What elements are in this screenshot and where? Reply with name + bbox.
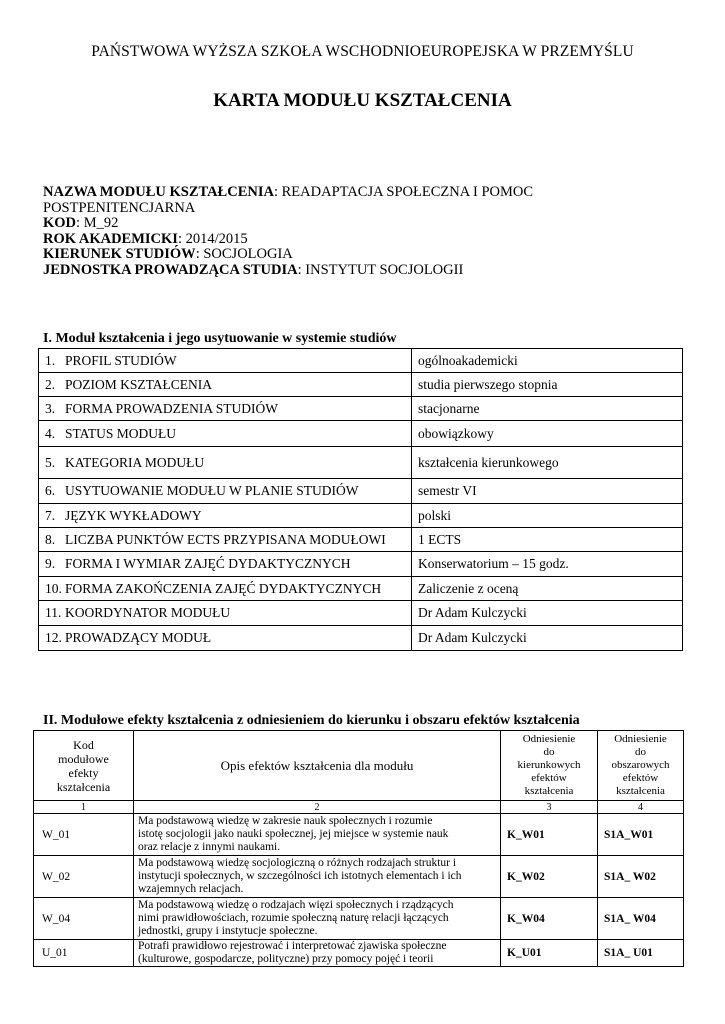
module-info-row [39,373,683,397]
module-info-row [39,479,683,504]
row-key-text: FORMA I WYMIAR ZAJĘĆ DYDAKTYCZNYCH [65,556,351,571]
row-key-text: PROWADZĄCY MODUŁ [65,630,212,645]
outcome-description-line: instytucji społecznych, w szczególności ich istotnych elementach i ich [138,870,462,882]
module-info-value: obowiązkowy [412,421,683,447]
outcome-row [34,856,684,898]
module-info-key [39,528,412,552]
module-info-value: ogólnoakademicki [412,349,683,373]
teaching-unit-value: INSTYTUT SOCJOLOGII [305,261,464,278]
col-header-field-line: Odniesienie [522,733,576,745]
col-header-code-line: efekty [68,765,99,780]
row-key-text: PROFIL STUDIÓW [65,352,177,368]
outcome-description [134,940,501,967]
col-header-description: Opis efektów kształcenia dla modułu [134,731,501,801]
field-effect-ref: K_W02 [501,856,598,898]
col-header-code-line: Kod [73,737,94,752]
col-header-code-line: modułowe [58,751,109,766]
module-info-row [39,504,683,528]
outcome-description [134,856,501,898]
module-info-key [39,421,412,447]
outcome-description-line: (kulturowe, gospodarcze, polityczne) przy pomocy pojęć i teorii [138,953,434,965]
outcome-code: W_04 [34,898,134,940]
outcome-description-line: Ma podstawową wiedzę w zakresie nauk społecznych i rozumie [138,815,433,827]
module-code-line: KOD: M_92 [43,215,119,232]
row-number: 7. [45,507,56,523]
module-info-row [39,577,683,601]
row-number: 11. [45,605,62,620]
module-info-row [39,349,683,373]
row-number: 1. [45,352,56,368]
module-info-value: stacjonarne [412,397,683,421]
module-info-key [39,447,412,479]
module-info-value: Konserwatorium – 15 godz. [412,552,683,577]
column-number: 2 [134,801,501,814]
outcome-description-line: istotę socjologii jako nauki społecznej, jej miejsce w systemie nauk [138,828,449,840]
row-key-text: FORMA ZAKOŃCZENIA ZAJĘĆ DYDAKTYCZNYCH [65,580,382,596]
col-header-area-ref [598,731,684,801]
module-code-label: KOD [43,215,77,232]
document-title: KARTA MODUŁU KSZTAŁCENIA [213,90,512,111]
row-key-text: STATUS MODUŁU [65,425,177,441]
module-info-row [39,447,683,479]
module-info-key [39,479,412,504]
academic-year-value: 2014/2015 [185,230,248,247]
outcome-description [134,814,501,856]
module-info-value: studia pierwszego stopnia [412,373,683,397]
module-info-key [39,504,412,528]
module-info-key [39,552,412,577]
col-header-field-line: kierunkowych [517,759,581,771]
row-key-text: FORMA PROWADZENIA STUDIÓW [65,400,279,416]
module-info-key [39,349,412,373]
col-header-area-line: do [635,746,646,758]
module-info-row [39,626,683,651]
module-info-value: semestr VI [412,479,683,504]
module-info-value: polski [412,504,683,528]
field-of-study-line: KIERUNEK STUDIÓW: SOCJOLOGIA [43,246,293,263]
area-effect-ref: S1A_W01 [598,814,684,856]
module-info-key [39,577,412,601]
outcome-description-line: jednostki, grupy i instytucje społeczne. [138,925,318,937]
academic-year-line: ROK AKADEMICKI: 2014/2015 [43,230,248,247]
section2-heading: II. Modułowe efekty kształcenia z odniesieniem do kierunku i obszaru efektów kształcenia [43,713,580,728]
module-info-row [39,552,683,577]
module-name-value-cont: POSTPENITENCJARNA [43,199,196,216]
area-effect-ref: S1A_ U01 [598,940,684,967]
module-info-key [39,601,412,626]
module-info-row [39,528,683,552]
row-number: 2. [45,376,56,392]
field-of-study-value: SOCJOLOGIA [203,246,293,263]
col-header-field-line: efektów [531,772,567,784]
col-header-area-line: efektów [622,772,659,784]
outcome-description-line: wzajemnych relacjach. [138,883,244,895]
learning-outcomes-table [33,730,684,967]
outcome-code: W_01 [34,814,134,856]
column-number: 1 [34,801,134,814]
row-key-text: JĘZYK WYKŁADOWY [65,507,202,523]
col-header-field-line: kształcenia [524,785,574,797]
row-number: 8. [45,531,56,547]
row-number: 6. [45,483,56,498]
outcome-code: U_01 [34,940,134,967]
module-metadata [43,185,683,279]
outcome-description-line: Ma podstawową wiedzę o rodzajach więzi społecznych i rządzących [138,899,454,911]
outcome-row [34,898,684,940]
module-name-label: NAZWA MODUŁU KSZTAŁCENIA [43,184,274,200]
outcome-code: W_02 [34,856,134,898]
academic-year-label: ROK AKADEMICKI [43,230,178,247]
col-header-field-ref [501,731,598,801]
row-number: 9. [45,556,56,571]
field-effect-ref: K_W04 [501,898,598,940]
module-info-value: kształcenia kierunkowego [412,447,683,479]
row-number: 12. [45,630,62,645]
module-info-table [38,348,683,651]
module-info-value: Dr Adam Kulczycki [412,626,683,651]
column-number: 4 [598,801,684,814]
row-number: 10. [45,580,62,596]
row-number: 4. [45,425,56,441]
col-header-code-line: kształcenia [56,779,111,794]
field-of-study-label: KIERUNEK STUDIÓW [43,246,196,263]
module-info-row [39,601,683,626]
outcome-row [34,814,684,856]
module-name-line: NAZWA MODUŁU KSZTAŁCENIA: READAPTACJA SPOŁECZNA I POMOC [43,184,534,200]
module-info-key [39,397,412,421]
outcome-description-line: Ma podstawową wiedzę socjologiczną o różnych rodzajach struktur i [138,857,457,869]
column-number: 3 [501,801,598,814]
module-info-key [39,626,412,651]
col-header-code [34,731,134,801]
outcome-description-line: Potrafi prawidłowo rejestrować i interpretować zjawiska społeczne [138,940,447,952]
institution-name: PAŃSTWOWA WYŻSZA SZKOŁA WSCHODNIOEUROPEJSKA W PRZEMYŚLU [91,43,634,60]
col-header-area-line: obszarowych [611,759,670,771]
module-info-row [39,421,683,447]
row-key-text: KOORDYNATOR MODUŁU [65,605,231,620]
row-key-text: KATEGORIA MODUŁU [65,454,205,470]
row-number: 3. [45,400,56,416]
teaching-unit-line: JEDNOSTKA PROWADZĄCA STUDIA: INSTYTUT SOCJOLOGII [43,261,464,278]
module-info-row [39,397,683,421]
outcomes-header-row [34,731,684,801]
row-key-text: LICZBA PUNKTÓW ECTS PRZYPISANA MODUŁOWI [65,531,386,547]
field-effect-ref: K_U01 [501,940,598,967]
module-info-key [39,373,412,397]
section1-heading: I. Moduł kształcenia i jego usytuowanie w systemie studiów [43,331,397,346]
module-info-value: Dr Adam Kulczycki [412,601,683,626]
col-header-area-line: Odniesienie [614,733,667,745]
area-effect-ref: S1A_ W02 [598,856,684,898]
row-key-text: POZIOM KSZTAŁCENIA [65,376,213,392]
module-info-value: Zaliczenie z oceną [412,577,683,601]
row-key-text: USYTUOWANIE MODUŁU W PLANIE STUDIÓW [65,483,359,498]
outcomes-column-numbers-row [34,801,684,814]
module-info-value: 1 ECTS [412,528,683,552]
outcome-row [34,940,684,967]
outcome-description-line: nimi prawidłowościach, rozumie społeczną naturę relacji łączących [138,912,449,924]
field-effect-ref: K_W01 [501,814,598,856]
teaching-unit-label: JEDNOSTKA PROWADZĄCA STUDIA [43,261,298,278]
area-effect-ref: S1A_ W04 [598,898,684,940]
row-number: 5. [45,454,56,470]
module-name-value: READAPTACJA SPOŁECZNA I POMOC [281,184,534,200]
outcome-description [134,898,501,940]
col-header-area-line: kształcenia [616,785,665,797]
module-code-value: M_92 [83,215,119,232]
col-header-field-line: do [543,746,555,758]
outcome-description-line: oraz relacje z innymi naukami. [138,841,281,853]
